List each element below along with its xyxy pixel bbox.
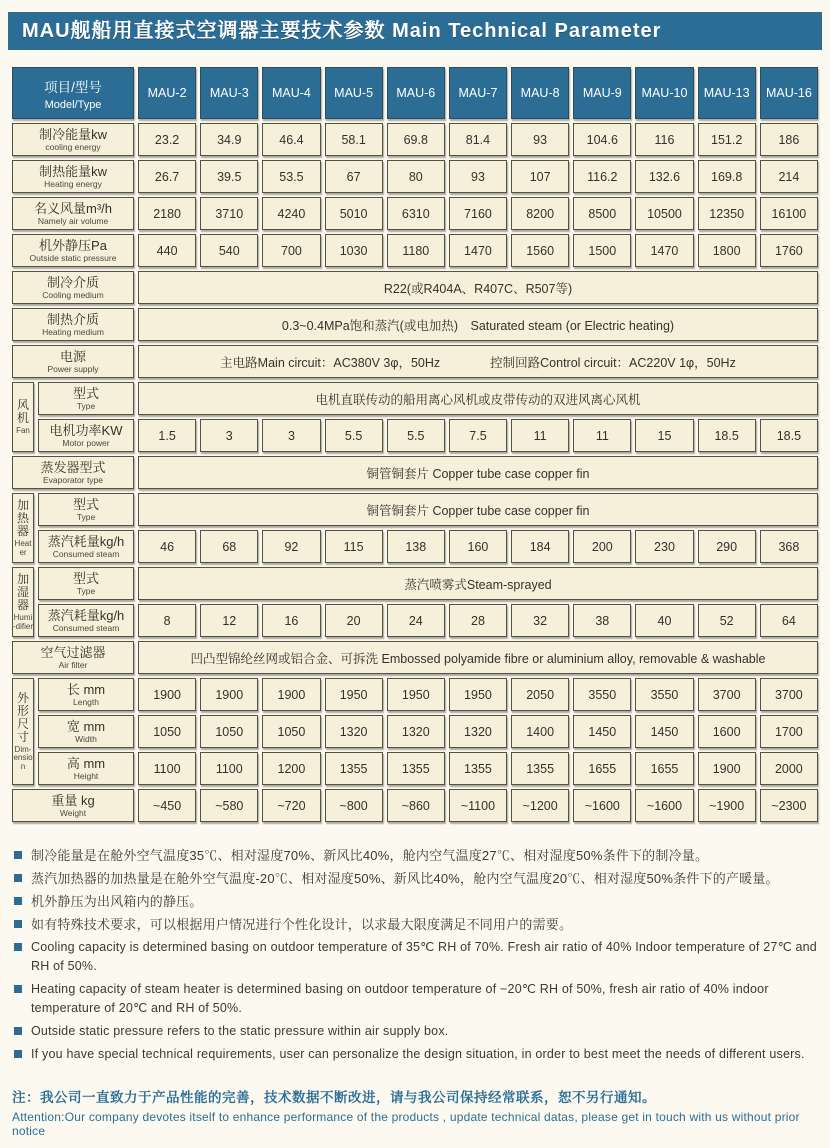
row-label-en: Air filter bbox=[58, 660, 88, 670]
note-text: Heating capacity of steam heater is determined basing on outdoor temperature of −20℃ RH of 50%, fresh air ratio of 40% indoor temperature of 20℃ and RH of 50%. bbox=[31, 982, 769, 1015]
row-label-cn: 高 mm bbox=[66, 756, 106, 771]
value-cell: 93 bbox=[511, 123, 569, 156]
group-label bbox=[12, 567, 34, 637]
value-cell: 69.8 bbox=[387, 123, 445, 156]
row-label-en: Type bbox=[76, 512, 96, 522]
value-cell: ~1600 bbox=[635, 789, 693, 822]
value-cell: 80 bbox=[387, 160, 445, 193]
value-cell: 104.6 bbox=[573, 123, 631, 156]
value-cell: 8500 bbox=[573, 197, 631, 230]
value-cell: 10500 bbox=[635, 197, 693, 230]
bullet-square-icon bbox=[14, 851, 22, 859]
span-value-cell: 电机直联传动的船用离心风机或皮带传动的双进风离心风机 bbox=[138, 382, 818, 415]
value-cell: 3 bbox=[262, 419, 320, 452]
row-label bbox=[12, 271, 134, 304]
group-label-en: Dim-ension bbox=[13, 744, 33, 771]
value-cell: 92 bbox=[262, 530, 320, 563]
row-label bbox=[38, 678, 134, 711]
row-label-en: Cooling medium bbox=[42, 290, 104, 300]
value-cell: 540 bbox=[200, 234, 258, 267]
column-header-model: MAU-2 bbox=[138, 67, 196, 119]
value-cell: ~450 bbox=[138, 789, 196, 822]
value-cell: 11 bbox=[573, 419, 631, 452]
value-cell: 5.5 bbox=[387, 419, 445, 452]
value-cell: 1950 bbox=[387, 678, 445, 711]
row-label bbox=[12, 234, 134, 267]
row-label-cn: 电机功率KW bbox=[49, 423, 123, 438]
table-row bbox=[12, 197, 818, 230]
value-cell: 93 bbox=[449, 160, 507, 193]
column-header-model: MAU-6 bbox=[387, 67, 445, 119]
row-label-cn: 蒸汽耗量kg/h bbox=[47, 608, 125, 623]
value-cell: 116 bbox=[635, 123, 693, 156]
column-header-model: MAU-10 bbox=[635, 67, 693, 119]
value-cell: 1400 bbox=[511, 715, 569, 748]
corner-header-cn: 项目/型号 bbox=[44, 79, 102, 95]
value-cell: 64 bbox=[760, 604, 818, 637]
value-cell: 5010 bbox=[325, 197, 383, 230]
value-cell: 1900 bbox=[200, 678, 258, 711]
note-text: 机外静压为出风箱内的静压。 bbox=[31, 894, 203, 909]
value-cell: 1700 bbox=[760, 715, 818, 748]
column-header-model: MAU-7 bbox=[449, 67, 507, 119]
value-cell: 39.5 bbox=[200, 160, 258, 193]
value-cell: 2050 bbox=[511, 678, 569, 711]
note-item bbox=[12, 980, 818, 1018]
value-cell: 1500 bbox=[573, 234, 631, 267]
row-label bbox=[12, 345, 134, 378]
corner-header bbox=[12, 67, 134, 119]
row-label bbox=[38, 715, 134, 748]
value-cell: 1900 bbox=[262, 678, 320, 711]
row-label bbox=[38, 419, 134, 452]
value-cell: 1470 bbox=[635, 234, 693, 267]
row-label-cn: 名义风量m³/h bbox=[34, 201, 113, 216]
value-cell: 15 bbox=[635, 419, 693, 452]
table-row bbox=[12, 715, 818, 748]
column-header-model: MAU-3 bbox=[200, 67, 258, 119]
group-label-en: Heater bbox=[14, 539, 32, 557]
value-cell: 1655 bbox=[573, 752, 631, 785]
value-cell: ~1600 bbox=[573, 789, 631, 822]
value-cell: ~580 bbox=[200, 789, 258, 822]
table-row bbox=[12, 419, 818, 452]
value-cell: 1950 bbox=[325, 678, 383, 711]
table-row bbox=[12, 234, 818, 267]
group-label-en: Humi-difier bbox=[13, 613, 34, 631]
span-value-cell: 铜管铜套片 Copper tube case copper fin bbox=[138, 493, 818, 526]
bullet-square-icon bbox=[14, 1050, 22, 1058]
value-cell: 1320 bbox=[325, 715, 383, 748]
note-item bbox=[12, 1022, 818, 1041]
value-cell: ~800 bbox=[325, 789, 383, 822]
value-cell: ~1900 bbox=[698, 789, 756, 822]
row-label-cn: 制冷能量kw bbox=[39, 127, 107, 142]
value-cell: 5.5 bbox=[325, 419, 383, 452]
table-row bbox=[12, 123, 818, 156]
value-cell: 20 bbox=[325, 604, 383, 637]
value-cell: 3550 bbox=[635, 678, 693, 711]
row-label-en: Width bbox=[75, 734, 97, 744]
value-cell: 2180 bbox=[138, 197, 196, 230]
row-label-cn: 制冷介质 bbox=[47, 275, 100, 290]
corner-header-en: Model/Type bbox=[44, 98, 102, 111]
value-cell: 18.5 bbox=[760, 419, 818, 452]
row-label-cn: 制热能量kw bbox=[39, 164, 107, 179]
column-header-model: MAU-16 bbox=[760, 67, 818, 119]
note-text: Cooling capacity is determined basing on outdoor temperature of 35℃ RH of 70%. Fresh air ratio of 40% Indoor temperature of 27℃ and RH of 50%. bbox=[31, 940, 817, 973]
value-cell: 151.2 bbox=[698, 123, 756, 156]
value-cell: 8 bbox=[138, 604, 196, 637]
value-cell: 3710 bbox=[200, 197, 258, 230]
row-label-en: Type bbox=[76, 586, 96, 596]
note-item bbox=[12, 869, 818, 888]
value-cell: 1320 bbox=[387, 715, 445, 748]
row-label-en: cooling energy bbox=[45, 142, 101, 152]
value-cell: 4240 bbox=[262, 197, 320, 230]
value-cell: 1100 bbox=[200, 752, 258, 785]
group-label bbox=[12, 493, 34, 563]
table-row bbox=[12, 456, 818, 489]
value-cell: 1.5 bbox=[138, 419, 196, 452]
value-cell: 1320 bbox=[449, 715, 507, 748]
value-cell: 7.5 bbox=[449, 419, 507, 452]
value-cell: 1180 bbox=[387, 234, 445, 267]
row-label-cn: 宽 mm bbox=[66, 719, 106, 734]
value-cell: 132.6 bbox=[635, 160, 693, 193]
value-cell: 28 bbox=[449, 604, 507, 637]
row-label-en: Outside static pressure bbox=[29, 253, 117, 263]
bullet-square-icon bbox=[14, 943, 22, 951]
row-label-en: Height bbox=[73, 771, 99, 781]
table-header-row bbox=[12, 67, 818, 119]
value-cell: 368 bbox=[760, 530, 818, 563]
value-cell: ~860 bbox=[387, 789, 445, 822]
table-row bbox=[12, 345, 818, 378]
row-label-cn: 蒸汽耗量kg/h bbox=[47, 534, 125, 549]
row-label bbox=[12, 160, 134, 193]
notes-list bbox=[12, 846, 818, 1064]
value-cell: 1800 bbox=[698, 234, 756, 267]
value-cell: 53.5 bbox=[262, 160, 320, 193]
value-cell: 1050 bbox=[200, 715, 258, 748]
table-row bbox=[12, 604, 818, 637]
row-label-cn: 蒸发器型式 bbox=[40, 460, 106, 475]
bullet-square-icon bbox=[14, 985, 22, 993]
table-row bbox=[12, 641, 818, 674]
group-label-en: Fan bbox=[16, 425, 30, 435]
value-cell: 1200 bbox=[262, 752, 320, 785]
footer-note-en: Attention:Our company devotes itself to enhance performance of the products , update technical datas, please get in touch with us without prior notice bbox=[12, 1110, 800, 1138]
value-cell: 3700 bbox=[760, 678, 818, 711]
value-cell: 24 bbox=[387, 604, 445, 637]
row-label-en: Namely air volume bbox=[37, 216, 109, 226]
value-cell: 184 bbox=[511, 530, 569, 563]
value-cell: 8200 bbox=[511, 197, 569, 230]
row-label bbox=[38, 382, 134, 415]
row-label bbox=[12, 789, 134, 822]
value-cell: ~1100 bbox=[449, 789, 507, 822]
value-cell: 1355 bbox=[511, 752, 569, 785]
column-header-model: MAU-5 bbox=[325, 67, 383, 119]
bullet-square-icon bbox=[14, 874, 22, 882]
value-cell: 23.2 bbox=[138, 123, 196, 156]
row-label-en: Evaporator type bbox=[43, 475, 104, 485]
value-cell: 1560 bbox=[511, 234, 569, 267]
row-label bbox=[38, 493, 134, 526]
row-label-en: Heating energy bbox=[44, 179, 102, 189]
value-cell: 1900 bbox=[138, 678, 196, 711]
row-label bbox=[38, 604, 134, 637]
note-text: 制冷能量是在舱外空气温度35℃、相对湿度70%、新风比40%，舱内空气温度27℃、相对湿度50%条件下的制冷量。 bbox=[31, 848, 709, 863]
table-row bbox=[12, 271, 818, 304]
table-row bbox=[12, 789, 818, 822]
row-label bbox=[38, 752, 134, 785]
span-value-cell: 0.3~0.4MPa饱和蒸汽(或电加热) Saturated steam (or Electric heating) bbox=[138, 308, 818, 341]
row-label-cn: 长 mm bbox=[66, 682, 106, 697]
spec-table bbox=[8, 63, 822, 826]
group-label-cn: 风 机 bbox=[16, 397, 29, 425]
group-label bbox=[12, 382, 34, 452]
value-cell: 1450 bbox=[635, 715, 693, 748]
value-cell: 1050 bbox=[138, 715, 196, 748]
span-value-cell: 蒸汽喷雾式Steam-sprayed bbox=[138, 567, 818, 600]
value-cell: 46.4 bbox=[262, 123, 320, 156]
row-label-en: Consumed steam bbox=[52, 549, 120, 559]
value-cell: 12 bbox=[200, 604, 258, 637]
value-cell: 115 bbox=[325, 530, 383, 563]
value-cell: 1600 bbox=[698, 715, 756, 748]
value-cell: 46 bbox=[138, 530, 196, 563]
value-cell: 1355 bbox=[325, 752, 383, 785]
footer-note bbox=[12, 1086, 818, 1138]
value-cell: 1760 bbox=[760, 234, 818, 267]
value-cell: 26.7 bbox=[138, 160, 196, 193]
value-cell: 34.9 bbox=[200, 123, 258, 156]
note-item bbox=[12, 846, 818, 865]
footer-note-cn: 注：我公司一直致力于产品性能的完善，技术数据不断改进，请与我公司保持经常联系，恕不另行通知。 bbox=[12, 1090, 656, 1105]
row-label bbox=[38, 530, 134, 563]
value-cell: 3550 bbox=[573, 678, 631, 711]
value-cell: 440 bbox=[138, 234, 196, 267]
column-header-model: MAU-8 bbox=[511, 67, 569, 119]
value-cell: 1655 bbox=[635, 752, 693, 785]
note-item bbox=[12, 938, 818, 976]
value-cell: 68 bbox=[200, 530, 258, 563]
row-label bbox=[12, 641, 134, 674]
bullet-square-icon bbox=[14, 897, 22, 905]
value-cell: 1950 bbox=[449, 678, 507, 711]
table-row bbox=[12, 752, 818, 785]
span-value-cell: R22(或R404A、R407C、R507等) bbox=[138, 271, 818, 304]
row-label-cn: 机外静压Pa bbox=[39, 238, 107, 253]
value-cell: 32 bbox=[511, 604, 569, 637]
value-cell: 12350 bbox=[698, 197, 756, 230]
value-cell: 1100 bbox=[138, 752, 196, 785]
page-title: MAU舰船用直接式空调器主要技术参数 Main Technical Parameter bbox=[8, 12, 822, 50]
table-row bbox=[12, 493, 818, 526]
value-cell: 18.5 bbox=[698, 419, 756, 452]
row-label-en: Consumed steam bbox=[52, 623, 120, 633]
table-row bbox=[12, 160, 818, 193]
group-label-cn: 外 形 尺 寸 bbox=[16, 690, 29, 744]
bullet-square-icon bbox=[14, 1027, 22, 1035]
row-label-en: Type bbox=[76, 401, 96, 411]
row-label-cn: 空气过滤器 bbox=[40, 645, 106, 660]
value-cell: 1355 bbox=[449, 752, 507, 785]
value-cell: 186 bbox=[760, 123, 818, 156]
value-cell: 138 bbox=[387, 530, 445, 563]
value-cell: 11 bbox=[511, 419, 569, 452]
table-row bbox=[12, 567, 818, 600]
table-row bbox=[12, 678, 818, 711]
column-header-model: MAU-13 bbox=[698, 67, 756, 119]
row-label bbox=[12, 123, 134, 156]
value-cell: 16 bbox=[262, 604, 320, 637]
row-label bbox=[12, 308, 134, 341]
note-text: 如有特殊技术要求，可以根据用户情况进行个性化设计，以求最大限度满足不同用户的需要。 bbox=[31, 917, 573, 932]
value-cell: 67 bbox=[325, 160, 383, 193]
note-item bbox=[12, 892, 818, 911]
value-cell: ~720 bbox=[262, 789, 320, 822]
group-label-cn: 加 湿 器 bbox=[16, 572, 29, 612]
value-cell: 16100 bbox=[760, 197, 818, 230]
value-cell: 81.4 bbox=[449, 123, 507, 156]
value-cell: 230 bbox=[635, 530, 693, 563]
table-row bbox=[12, 382, 818, 415]
value-cell: ~2300 bbox=[760, 789, 818, 822]
value-cell: 52 bbox=[698, 604, 756, 637]
row-label bbox=[38, 567, 134, 600]
table-row bbox=[12, 530, 818, 563]
value-cell: 1050 bbox=[262, 715, 320, 748]
value-cell: 1450 bbox=[573, 715, 631, 748]
bullet-square-icon bbox=[14, 920, 22, 928]
value-cell: 38 bbox=[573, 604, 631, 637]
row-label-en: Motor power bbox=[62, 438, 110, 448]
row-label-cn: 制热介质 bbox=[47, 312, 100, 327]
row-label-en: Length bbox=[73, 697, 99, 707]
value-cell: 160 bbox=[449, 530, 507, 563]
row-label-en: Power supply bbox=[47, 364, 99, 374]
row-label bbox=[12, 456, 134, 489]
value-cell: ~1200 bbox=[511, 789, 569, 822]
value-cell: 2000 bbox=[760, 752, 818, 785]
row-label-cn: 型式 bbox=[73, 497, 100, 512]
value-cell: 169.8 bbox=[698, 160, 756, 193]
note-item bbox=[12, 915, 818, 934]
value-cell: 107 bbox=[511, 160, 569, 193]
row-label-cn: 重量 kg bbox=[51, 793, 95, 808]
note-text: If you have special technical requirements, user can personalize the design situation, in order to best meet the needs of different users. bbox=[31, 1047, 805, 1061]
value-cell: 290 bbox=[698, 530, 756, 563]
row-label-cn: 型式 bbox=[73, 571, 100, 586]
row-label-cn: 电源 bbox=[60, 349, 87, 364]
note-text: 蒸汽加热器的加热量是在舱外空气温度-20℃、相对湿度50%、新风比40%，舱内空气温度20℃、相对湿度50%条件下的产暖量。 bbox=[31, 871, 779, 886]
value-cell: 7160 bbox=[449, 197, 507, 230]
value-cell: 6310 bbox=[387, 197, 445, 230]
column-header-model: MAU-4 bbox=[262, 67, 320, 119]
value-cell: 58.1 bbox=[325, 123, 383, 156]
group-label-cn: 加 热 器 bbox=[16, 498, 29, 538]
row-label-cn: 型式 bbox=[73, 386, 100, 401]
group-label bbox=[12, 678, 34, 785]
value-cell: 116.2 bbox=[573, 160, 631, 193]
value-cell: 3 bbox=[200, 419, 258, 452]
value-cell: 3700 bbox=[698, 678, 756, 711]
span-value-cell: 凹凸型锦纶丝网或铝合金、可拆洗 Embossed polyamide fibre or aluminium alloy, removable & washable bbox=[138, 641, 818, 674]
value-cell: 40 bbox=[635, 604, 693, 637]
row-label bbox=[12, 197, 134, 230]
value-cell: 700 bbox=[262, 234, 320, 267]
value-cell: 1900 bbox=[698, 752, 756, 785]
value-cell: 200 bbox=[573, 530, 631, 563]
value-cell: 1470 bbox=[449, 234, 507, 267]
span-value-cell: 主电路Main circuit：AC380V 3φ，50Hz 控制回路Control circuit：AC220V 1φ，50Hz bbox=[138, 345, 818, 378]
row-label-en: Weight bbox=[59, 808, 87, 818]
note-text: Outside static pressure refers to the static pressure within air supply box. bbox=[31, 1024, 449, 1038]
value-cell: 1355 bbox=[387, 752, 445, 785]
value-cell: 214 bbox=[760, 160, 818, 193]
table-row bbox=[12, 308, 818, 341]
note-item bbox=[12, 1045, 818, 1064]
span-value-cell: 铜管铜套片 Copper tube case copper fin bbox=[138, 456, 818, 489]
column-header-model: MAU-9 bbox=[573, 67, 631, 119]
value-cell: 1030 bbox=[325, 234, 383, 267]
row-label-en: Heating medium bbox=[42, 327, 104, 337]
